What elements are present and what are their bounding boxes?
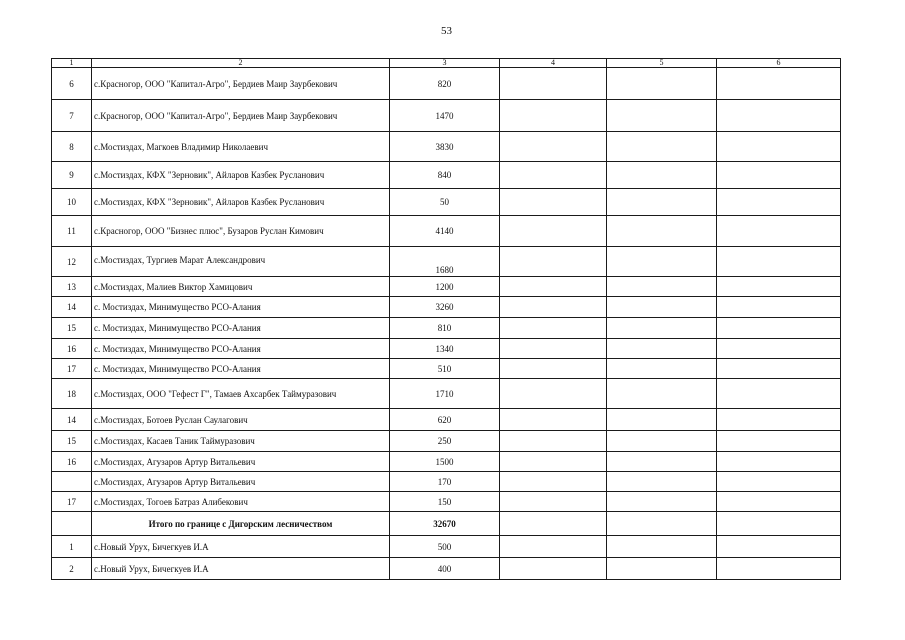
- empty-cell: [607, 189, 717, 216]
- row-number: 11: [52, 216, 92, 247]
- row-description: с. Мостиздах, Минимущество РСО-Алания: [92, 297, 390, 318]
- row-number: 2: [52, 558, 92, 580]
- table-row: [52, 162, 841, 189]
- row-number: 15: [52, 431, 92, 452]
- row-quantity: 1710: [390, 379, 500, 409]
- row-quantity: 50: [390, 189, 500, 216]
- table-row: [52, 339, 841, 359]
- empty-cell: [717, 318, 841, 339]
- empty-cell: [717, 100, 841, 132]
- total-row: [52, 512, 841, 536]
- empty-cell: [607, 512, 717, 536]
- empty-cell: [500, 216, 607, 247]
- row-description: с.Мостиздах, КФХ "Зерновик", Айларов Казбек Русланович: [92, 189, 390, 216]
- row-quantity: 4140: [390, 216, 500, 247]
- table-row: [52, 318, 841, 339]
- empty-cell: [500, 492, 607, 512]
- row-description: с.Новый Урух, Бичегкуев И.А: [92, 536, 390, 558]
- row-number: 15: [52, 318, 92, 339]
- row-description: с.Мостиздах, КФХ "Зерновик", Айларов Казбек Русланович: [92, 162, 390, 189]
- row-quantity: 1470: [390, 100, 500, 132]
- empty-cell: [500, 472, 607, 492]
- empty-cell: [607, 431, 717, 452]
- row-description: с.Красногор, ООО "Капитал-Агро", Бердиев Маир Заурбекович: [92, 100, 390, 132]
- row-description: с.Красногор, ООО "Бизнес плюс", Бузаров Руслан Кимович: [92, 216, 390, 247]
- row-quantity: 1340: [390, 339, 500, 359]
- empty-cell: [607, 216, 717, 247]
- empty-cell: [717, 512, 841, 536]
- empty-cell: [607, 132, 717, 162]
- row-description: с.Мостиздах, Тургиев Марат Александрович: [92, 247, 390, 277]
- empty-cell: [500, 297, 607, 318]
- row-quantity: 510: [390, 359, 500, 379]
- row-description: с.Мостиздах, Тогоев Батраз Алибекович: [92, 492, 390, 512]
- empty-cell: [607, 409, 717, 431]
- table-row: [52, 247, 841, 277]
- row-quantity: 1680: [390, 247, 500, 277]
- empty-cell: [607, 536, 717, 558]
- row-number: 16: [52, 339, 92, 359]
- row-number: 18: [52, 379, 92, 409]
- row-quantity: 250: [390, 431, 500, 452]
- empty-cell: [717, 132, 841, 162]
- row-description: с.Мостиздах, ООО "Гефест Г", Тамаев Ахсарбек Таймуразович: [92, 379, 390, 409]
- row-description: с.Мостиздах, Малиев Виктор Хамицович: [92, 277, 390, 297]
- empty-cell: [717, 68, 841, 100]
- empty-cell: [500, 379, 607, 409]
- empty-cell: [500, 162, 607, 189]
- empty-cell: [500, 277, 607, 297]
- table-row: [52, 359, 841, 379]
- row-quantity: 3260: [390, 297, 500, 318]
- column-header: 5: [607, 59, 717, 68]
- table-row: [52, 472, 841, 492]
- table-row: [52, 100, 841, 132]
- empty-cell: [607, 297, 717, 318]
- column-header: 6: [717, 59, 841, 68]
- empty-cell: [717, 431, 841, 452]
- empty-cell: [500, 431, 607, 452]
- empty-cell: [717, 247, 841, 277]
- table-row: [52, 536, 841, 558]
- empty-cell: [500, 247, 607, 277]
- column-header: 1: [52, 59, 92, 68]
- row-number: 12: [52, 247, 92, 277]
- row-quantity: 1200: [390, 277, 500, 297]
- empty-cell: [607, 379, 717, 409]
- total-label: Итого по границе с Дигорским лесничеством: [92, 512, 390, 536]
- row-number: 10: [52, 189, 92, 216]
- empty-cell: [717, 472, 841, 492]
- row-number: 14: [52, 409, 92, 431]
- row-description: с.Новый Урух, Бичегкуев И.А: [92, 558, 390, 580]
- empty-cell: [500, 100, 607, 132]
- empty-cell: [500, 512, 607, 536]
- row-quantity: 820: [390, 68, 500, 100]
- row-description: с.Мостиздах, Касаев Таник Таймуразович: [92, 431, 390, 452]
- table-row: [52, 277, 841, 297]
- empty-cell: [607, 472, 717, 492]
- row-description: с. Мостиздах, Минимущество РСО-Алания: [92, 339, 390, 359]
- row-number: [52, 512, 92, 536]
- empty-cell: [717, 162, 841, 189]
- empty-cell: [717, 492, 841, 512]
- empty-cell: [500, 189, 607, 216]
- table-row: [52, 216, 841, 247]
- empty-cell: [717, 297, 841, 318]
- row-quantity: 620: [390, 409, 500, 431]
- row-description: с.Красногор, ООО "Капитал-Агро", Бердиев Маир Заурбекович: [92, 68, 390, 100]
- row-description: с. Мостиздах, Минимущество РСО-Алания: [92, 318, 390, 339]
- empty-cell: [500, 558, 607, 580]
- table-row: [52, 189, 841, 216]
- table-row: [52, 379, 841, 409]
- empty-cell: [500, 318, 607, 339]
- table-row: [52, 409, 841, 431]
- empty-cell: [607, 162, 717, 189]
- row-quantity: 170: [390, 472, 500, 492]
- empty-cell: [717, 339, 841, 359]
- empty-cell: [607, 359, 717, 379]
- row-quantity: 400: [390, 558, 500, 580]
- row-quantity: 3830: [390, 132, 500, 162]
- empty-cell: [717, 379, 841, 409]
- row-quantity: 500: [390, 536, 500, 558]
- table-row: [52, 431, 841, 452]
- empty-cell: [607, 247, 717, 277]
- row-number: 1: [52, 536, 92, 558]
- column-header: 4: [500, 59, 607, 68]
- row-number: 7: [52, 100, 92, 132]
- empty-cell: [607, 277, 717, 297]
- row-number: 8: [52, 132, 92, 162]
- empty-cell: [717, 536, 841, 558]
- row-description: с. Мостиздах, Минимущество РСО-Алания: [92, 359, 390, 379]
- empty-cell: [717, 277, 841, 297]
- row-description: с.Мостиздах, Магкоев Владимир Николаевич: [92, 132, 390, 162]
- row-number: 16: [52, 452, 92, 472]
- empty-cell: [500, 132, 607, 162]
- row-quantity: 150: [390, 492, 500, 512]
- row-number: 17: [52, 359, 92, 379]
- empty-cell: [500, 409, 607, 431]
- empty-cell: [500, 452, 607, 472]
- total-value: 32670: [390, 512, 500, 536]
- row-number: 6: [52, 68, 92, 100]
- empty-cell: [500, 359, 607, 379]
- table-row: [52, 132, 841, 162]
- row-description: с.Мостиздах, Агузаров Артур Витальевич: [92, 472, 390, 492]
- column-header: 3: [390, 59, 500, 68]
- empty-cell: [607, 339, 717, 359]
- empty-cell: [717, 189, 841, 216]
- row-number: 14: [52, 297, 92, 318]
- empty-cell: [607, 452, 717, 472]
- empty-cell: [607, 558, 717, 580]
- table-row: [52, 558, 841, 580]
- row-description: с.Мостиздах, Агузаров Артур Витальевич: [92, 452, 390, 472]
- table-row: [52, 492, 841, 512]
- row-number: 9: [52, 162, 92, 189]
- empty-cell: [717, 216, 841, 247]
- empty-cell: [607, 318, 717, 339]
- empty-cell: [717, 359, 841, 379]
- table-row: [52, 68, 841, 100]
- row-number: 13: [52, 277, 92, 297]
- empty-cell: [607, 100, 717, 132]
- table-header-row: [52, 59, 841, 68]
- table-row: [52, 452, 841, 472]
- page-number: 53: [441, 25, 452, 37]
- empty-cell: [717, 558, 841, 580]
- empty-cell: [500, 339, 607, 359]
- row-number: 17: [52, 492, 92, 512]
- empty-cell: [607, 68, 717, 100]
- row-number: [52, 472, 92, 492]
- row-quantity: 810: [390, 318, 500, 339]
- row-quantity: 840: [390, 162, 500, 189]
- column-header: 2: [92, 59, 390, 68]
- row-description: с.Мостиздах, Ботоев Руслан Саулагович: [92, 409, 390, 431]
- empty-cell: [607, 492, 717, 512]
- empty-cell: [717, 409, 841, 431]
- allocation-table: [51, 58, 841, 580]
- empty-cell: [500, 68, 607, 100]
- row-quantity: 1500: [390, 452, 500, 472]
- empty-cell: [500, 536, 607, 558]
- empty-cell: [717, 452, 841, 472]
- table-row: [52, 297, 841, 318]
